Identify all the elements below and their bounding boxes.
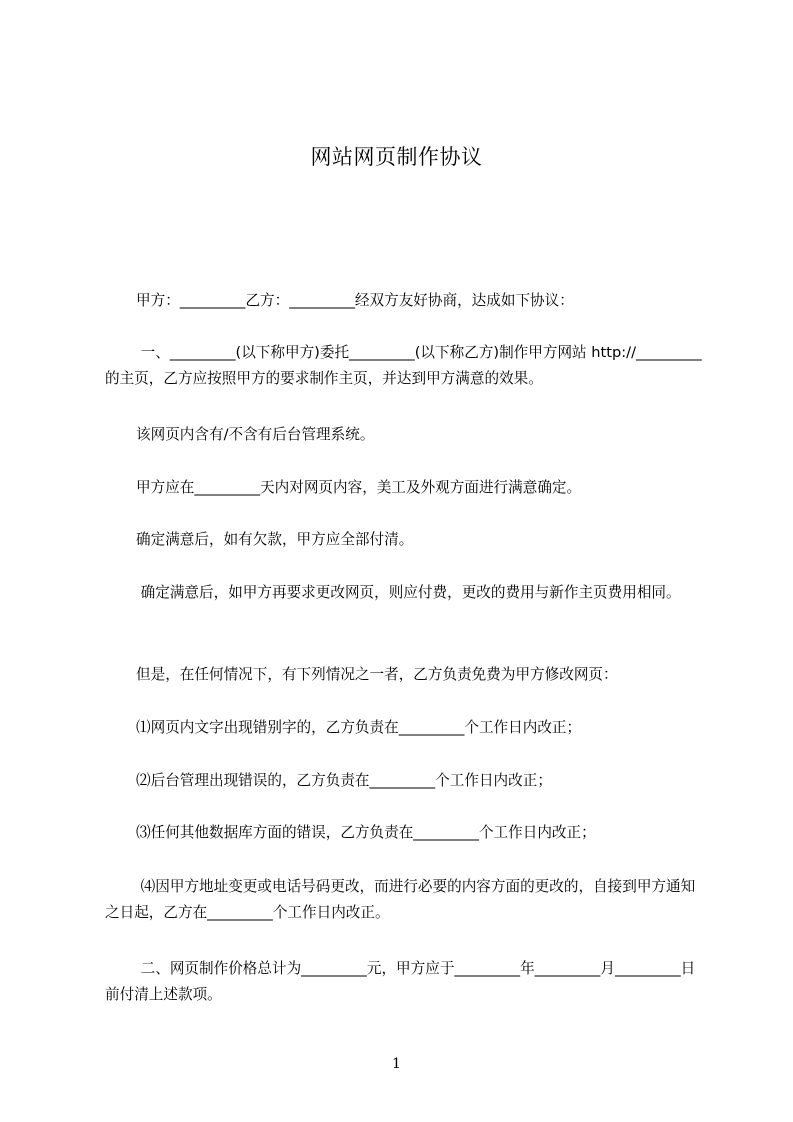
paragraph-confirmation-period: 甲方应在_________天内对网页内容，美工及外观方面进行满意确定。 [136, 479, 582, 496]
paragraph-free-modification: 但是，在任何情况下，有下列情况之一者，乙方负责免费为甲方修改网页： [136, 666, 618, 683]
paragraph-change-fee: 确定满意后，如甲方再要求更改网页，则应付费，更改的费用与新作主页费用相同。 [136, 584, 681, 601]
paragraph-clause-one: 一、_________(以下称甲方)委托_________(以下称乙方)制作甲方网站 http://_________的主页，乙方应按照甲方的要求制作主页，并达到甲方满意的效果。 [105, 344, 702, 387]
paragraph-clause-two-price: 二、网页制作价格总计为_________元，甲方应于_________年_________月_________日前付清上述款项。 [105, 960, 696, 1003]
paragraph-payment-after-confirmation: 确定满意后，如有欠款，甲方应全部付清。 [136, 531, 414, 548]
list-item-contact-change: ⑷因甲方地址变更或电话号码更改，而进行必要的内容方面的更改的，自接到甲方通知之日起，乙方在_________个工作日内改正。 [105, 878, 696, 921]
list-item-backend-error: ⑵后台管理出现错误的，乙方负责在_________个工作日内改正； [136, 772, 552, 789]
page-number: 1 [392, 1056, 401, 1072]
list-item-typo-fix: ⑴网页内文字出现错别字的，乙方负责在_________个工作日内改正； [136, 719, 582, 736]
paragraph-backend-system: 该网页内含有/不含有后台管理系统。 [136, 426, 375, 443]
list-item-database-error: ⑶任何其他数据库方面的错误，乙方负责在_________个工作日内改正； [136, 824, 596, 841]
document-title: 网站网页制作协议 [310, 145, 483, 169]
paragraph-parties: 甲方：_________乙方：_________经双方友好协商，达成如下协议： [136, 292, 574, 309]
